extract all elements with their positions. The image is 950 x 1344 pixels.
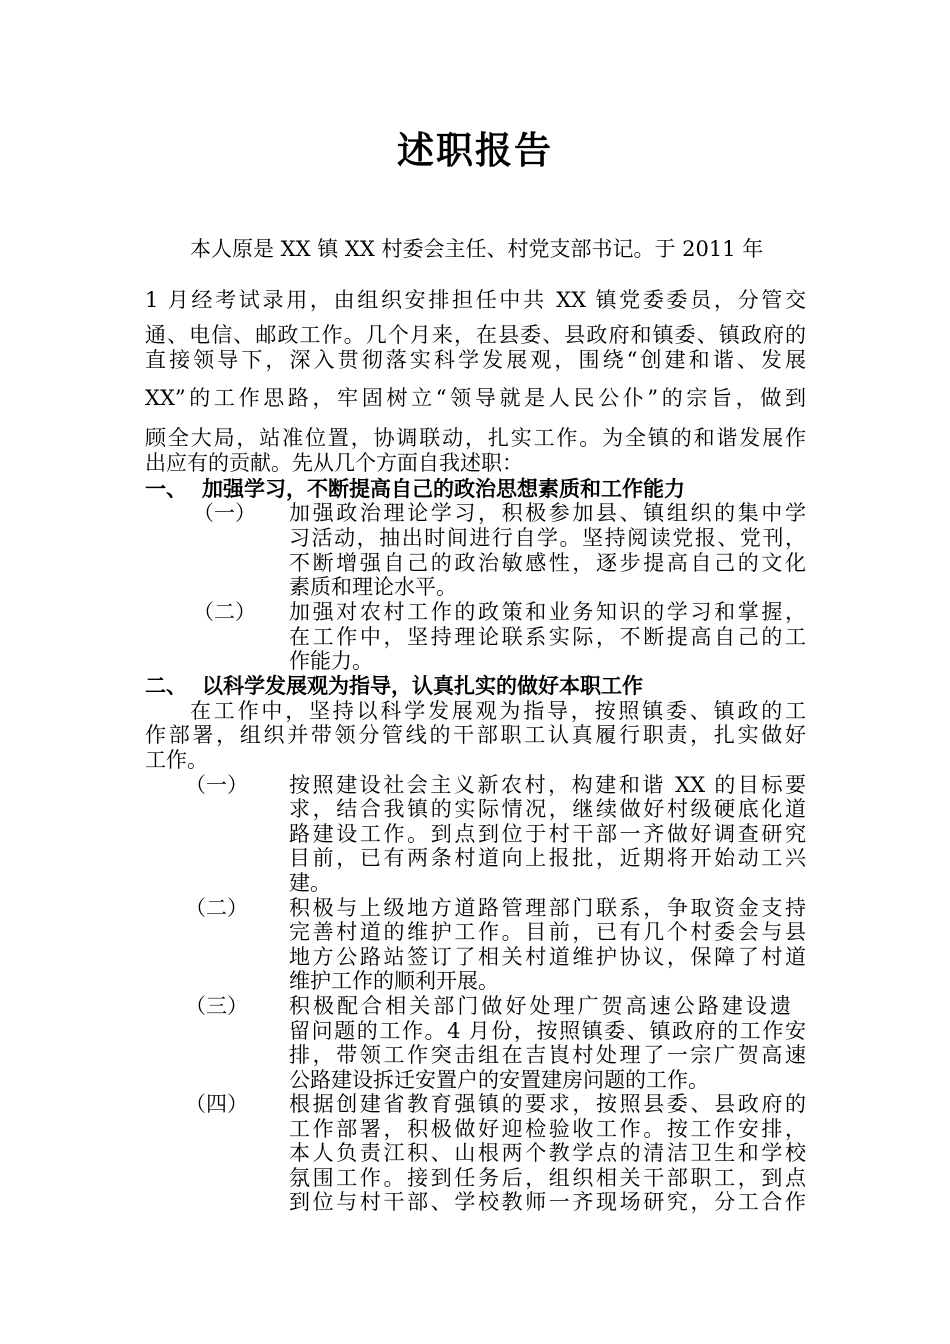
item-line: 氛围工作。接到任务后，组织相关干部职工，到点	[289, 1166, 806, 1190]
item-line: 路建设工作。到点到位于村干部一齐做好调查研究	[289, 822, 806, 846]
item-line: 作能力。	[289, 649, 373, 673]
item-line: 建。	[289, 871, 331, 895]
item-number: （三）	[185, 994, 248, 1018]
item-number: （二）	[193, 600, 256, 624]
intro-line: 本人原是 XX 镇 XX 村委会主任、村党支部书记。于 2011 年	[190, 237, 764, 261]
section-heading: 以科学发展观为指导，认真扎实的做好本职工作	[202, 673, 643, 698]
item-line: 在工作中，坚持理论联系实际，不断提高自己的工	[289, 625, 806, 649]
item-number: （二）	[185, 896, 248, 920]
item-line: 素质和理论水平。	[289, 575, 457, 599]
section-number: 二、	[145, 673, 187, 698]
item-line: 完善村道的维护工作。目前，已有几个村委会与县	[289, 920, 806, 944]
intro-line: 直接领导下，深入贯彻落实科学发展观，围绕“创建和谐、发展	[145, 348, 806, 372]
intro-line: 通、电信、邮政工作。几个月来，在县委、县政府和镇委、镇政府的	[145, 323, 806, 347]
item-line: 维护工作的顺利开展。	[289, 969, 499, 993]
item-line: 积极配合相关部门做好处理广贺高速公路建设遗	[289, 994, 791, 1018]
item-line: 目前，已有两条村道向上报批，近期将开始动工兴	[289, 846, 806, 870]
section-number: 一、	[145, 476, 187, 501]
item-line: 本人负责江积、山根两个教学点的清洁卫生和学校	[289, 1141, 806, 1165]
item-line: 求，结合我镇的实际情况，继续做好村级硬底化道	[289, 797, 806, 821]
item-line: 根据创建省教育强镇的要求，按照县委、县政府的	[289, 1092, 806, 1116]
section-heading: 加强学习，不断提高自己的政治思想素质和工作能力	[202, 476, 685, 501]
item-number: （一）	[185, 773, 248, 797]
item-line: 加强政治理论学习，积极参加县、镇组织的集中学	[289, 501, 806, 525]
intro-line: 出应有的贡献。先从几个方面自我述职：	[145, 451, 523, 475]
item-line: 排，带领工作突击组在吉崀村处理了一宗广贺高速	[289, 1043, 806, 1067]
item-line: 留问题的工作。4 月份，按照镇委、镇政府的工作安	[289, 1019, 806, 1043]
item-line: 不断增强自己的政治敏感性，逐步提高自己的文化	[289, 551, 806, 575]
section-intro-line: 工作。	[145, 748, 208, 772]
item-line: 工作部署，积极做好迎检验收工作。按工作安排，	[289, 1117, 806, 1141]
item-number: （四）	[185, 1092, 248, 1116]
item-number: （一）	[193, 501, 256, 525]
item-line: 地方公路站签订了相关村道维护协议，保障了村道	[289, 945, 806, 969]
intro-line: 1 月经考试录用，由组织安排担任中共 XX 镇党委委员，分管交	[145, 288, 806, 312]
item-line: 积极与上级地方道路管理部门联系，争取资金支持	[289, 896, 806, 920]
section-intro-line: 在工作中，坚持以科学发展观为指导，按照镇委、镇政的工	[190, 699, 806, 723]
intro-line: XX”的工作思路，牢固树立“领导就是人民公仆”的宗旨，做到	[145, 386, 806, 410]
item-line: 按照建设社会主义新农村，构建和谐 XX 的目标要	[289, 773, 806, 797]
item-line: 加强对农村工作的政策和业务知识的学习和掌握，	[289, 600, 806, 624]
document-title: 述职报告	[397, 128, 553, 172]
intro-line: 顾全大局，站准位置，协调联动，扎实工作。为全镇的和谐发展作	[145, 426, 806, 450]
section-intro-line: 作部署，组织并带领分管线的干部职工认真履行职责，扎实做好	[145, 723, 806, 747]
item-line: 习活动，抽出时间进行自学。坚持阅读党报、党刊，	[289, 526, 806, 550]
item-line: 到位与村干部、学校教师一齐现场研究，分工合作	[289, 1190, 806, 1214]
item-line: 公路建设拆迁安置户的安置建房问题的工作。	[289, 1068, 709, 1092]
